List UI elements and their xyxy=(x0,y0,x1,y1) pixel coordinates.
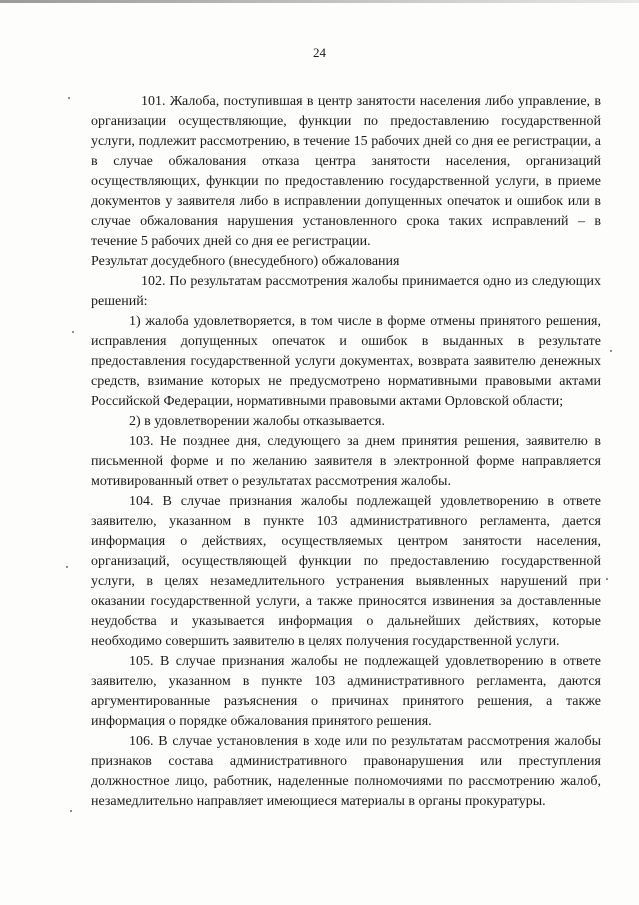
scan-speck xyxy=(610,350,612,352)
paragraph-102-item-2: 2) в удовлетворении жалобы отказывается. xyxy=(129,414,385,429)
paragraph-101: 101. Жалоба, поступившая в центр занятости населения либо управление, в организации осуществляющие, функции по предоставлению государственной услуги, подлежит рассмотрению, в течение 15 рабочих дней со дня ее регистрации, а в случае обжалования отказа центра занятости населения, организаций осуществляющих, функции по предоставлению государственной услуги, в приеме документов у заявителя либо в исправлении допущенных опечаток и ошибок или в случае обжалования нарушения установленного срока таких исправлений – в течение 5 рабочих дней со дня ее регистрации. xyxy=(91,94,601,249)
scan-speck xyxy=(68,97,70,99)
paragraph-105: 105. В случае признания жалобы не подлежащей удовлетворению в ответе заявителю, указанном в пункте 103 административного регламента, даются аргументированные разъяснения о причинах принятого решения, а также информация о порядке обжалования принятого решения. xyxy=(91,654,601,729)
scan-speck xyxy=(66,566,68,568)
scan-speck xyxy=(606,578,608,580)
scan-speck xyxy=(72,331,74,333)
page-number: 24 xyxy=(313,45,326,60)
paragraph-103: 103. Не позднее дня, следующего за днем принятия решения, заявителю в письменной форме и по желанию заявителя в электронной форме направляется мотивированный ответ о результатах рассмотрения жалобы. xyxy=(91,434,601,489)
paragraph-104: 104. В случае признания жалобы подлежащей удовлетворению в ответе заявителю, указанном в пункте 103 административного регламента, дается информация о действиях, осуществляемых центром занятости населения, организаций, осуществляющей функции по предоставлению государственной услуги, в целях незамедлительного устранения выявленных нарушений при оказании государственной услуги, а также приносятся извинения за доставленные неудобства и указывается информация о дальнейших действиях, которые необходимо совершить заявителю в целях получения государственной услуги. xyxy=(91,494,601,649)
paragraph-102: 102. По результатам рассмотрения жалобы принимается одно из следующих решений: xyxy=(91,274,601,309)
paragraph-102-item-1: 1) жалоба удовлетворяется, в том числе в форме отмены принятого решения, исправления допущенных опечаток и ошибок в выданных в результате предоставления государственной услуги документах, возврата заявителю денежных средств, взимание которых не предусмотрено нормативными правовыми актами Российской Федерации, нормативными правовыми актами Орловской области; xyxy=(91,314,601,409)
scan-speck xyxy=(70,810,72,812)
scan-top-edge xyxy=(0,0,639,3)
section-heading: Результат досудебного (внесудебного) обжалования xyxy=(91,254,400,269)
document-body xyxy=(91,92,601,812)
paragraph-106: 106. В случае установления в ходе или по результатам рассмотрения жалобы признаков состава административного правонарушения или преступления должностное лицо, работник, наделенные полномочиями по рассмотрению жалоб, незамедлительно направляет имеющиеся материалы в органы прокуратуры. xyxy=(91,734,601,809)
